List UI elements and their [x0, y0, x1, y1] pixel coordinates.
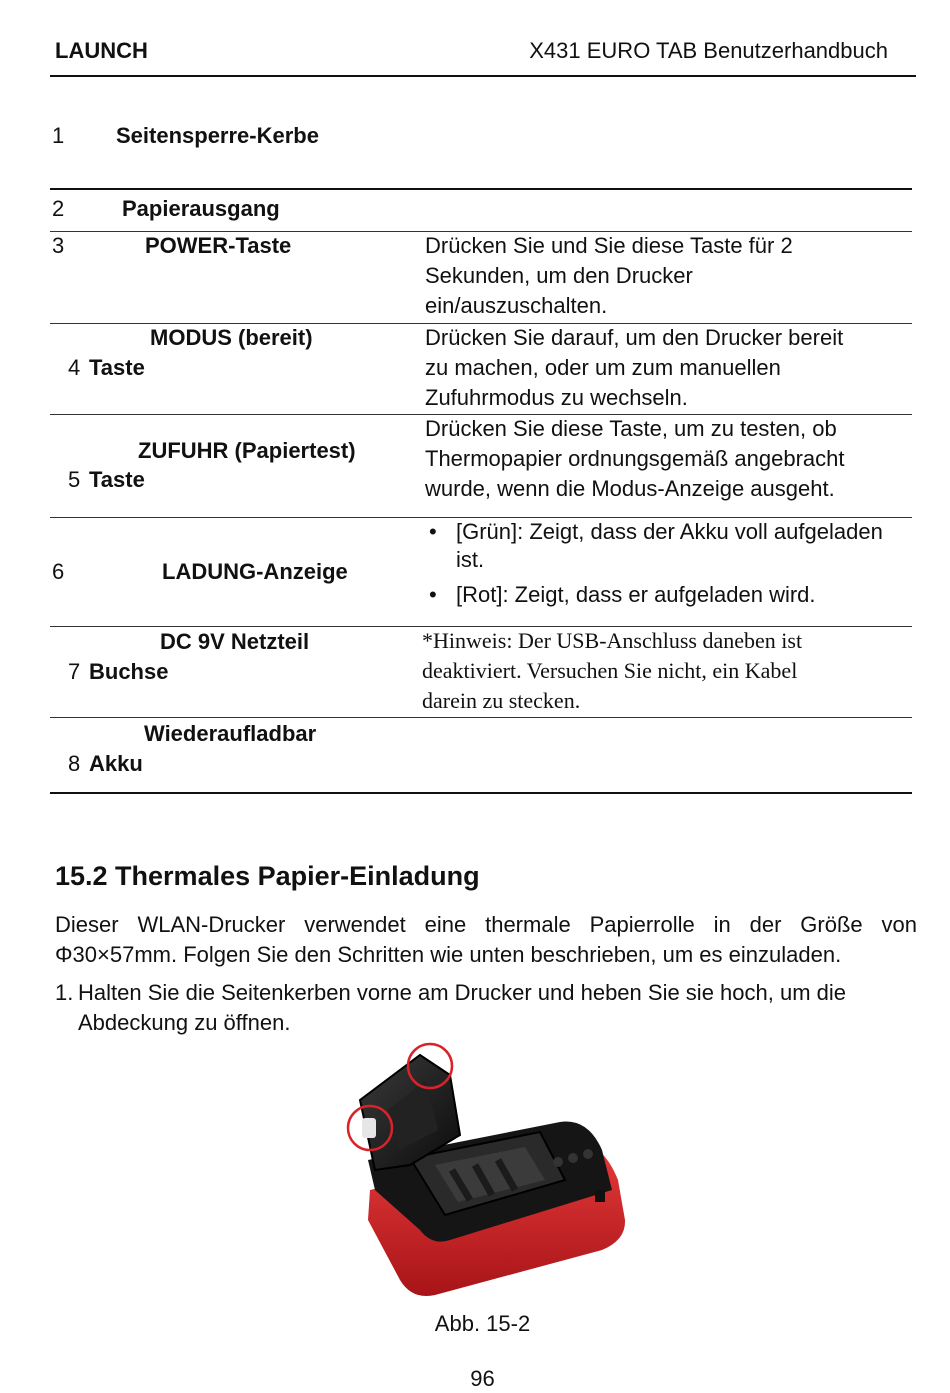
header-manual-title: X431 EURO TAB Benutzerhandbuch — [529, 38, 888, 63]
row-2-number: 2 — [52, 196, 65, 221]
row-4-desc-line: Zufuhrmodus zu wechseln. — [425, 385, 688, 410]
printer-illustration — [340, 1040, 630, 1300]
row-5-desc-line: Thermopapier ordnungsgemäß angebracht — [425, 446, 845, 471]
row-3-number: 3 — [52, 233, 65, 258]
row-1-label: Seitensperre-Kerbe — [116, 123, 319, 148]
row-3-description — [425, 231, 905, 321]
row-4-desc-line: zu machen, oder um zum manuellen — [425, 355, 781, 380]
row-5-description — [425, 414, 905, 504]
intro-line: Φ30×57mm. Folgen Sie den Schritten wie unten beschrieben, um es einzuladen. — [55, 942, 842, 967]
row-8-label-line1: Wiederaufladbar — [144, 721, 317, 746]
row-7-note-line: deaktiviert. Versuchen Sie nicht, ein Kabel — [422, 658, 798, 683]
row-3-desc-line: Drücken Sie und Sie diese Taste für 2 — [425, 233, 793, 258]
step-line: Abdeckung zu öffnen. — [78, 1010, 291, 1035]
row-6-number: 6 — [52, 559, 65, 584]
row-7-note — [422, 626, 902, 716]
step-number: 1. — [55, 980, 74, 1005]
row-7-label-line1: DC 9V Netzteil — [160, 629, 310, 654]
intro-line: Dieser WLAN-Drucker verwendet eine thermale Papierrolle in der Größe von — [55, 912, 917, 937]
button-dot — [553, 1157, 563, 1167]
bullet-green-status: • [Grün]: Zeigt, dass der Akku voll aufgeladen ist. — [425, 518, 905, 574]
row-4-label-line2: Taste — [89, 355, 145, 380]
section-intro — [55, 910, 917, 970]
row-4-description — [425, 323, 905, 413]
row-5-label-line2: Taste — [89, 467, 145, 492]
row-7-number: 7 — [68, 659, 81, 684]
table-top-rule — [50, 188, 912, 190]
row-divider — [50, 717, 912, 718]
section-heading: 15.2 Thermales Papier-Einladung — [55, 861, 480, 891]
row-7-label-line2: Buchse — [89, 659, 169, 684]
row-7-note-line: darein zu stecken. — [422, 688, 581, 713]
row-4-desc-line: Drücken Sie darauf, um den Drucker bereit — [425, 325, 844, 350]
table-bottom-rule — [50, 792, 912, 794]
row-3-label: POWER-Taste — [145, 233, 292, 258]
button-dot — [583, 1149, 593, 1159]
button-dot — [568, 1153, 578, 1163]
row-5-desc-line: Drücken Sie diese Taste, um zu testen, ob — [425, 416, 837, 441]
row-7-note-line: *Hinweis: Der USB-Anschluss daneben ist — [422, 628, 803, 653]
row-2-label: Papierausgang — [122, 196, 280, 221]
row-3-desc-line: Sekunden, um den Drucker — [425, 263, 693, 288]
row-5-label-line1: ZUFUHR (Papiertest) — [138, 438, 356, 463]
row-8-number: 8 — [68, 751, 81, 776]
header-brand: LAUNCH — [55, 38, 148, 63]
row-4-number: 4 — [68, 355, 81, 380]
row-5-desc-line: wurde, wenn die Modus-Anzeige ausgeht. — [425, 476, 835, 501]
header-rule — [50, 75, 916, 77]
row-6-label: LADUNG-Anzeige — [162, 559, 348, 584]
page-number: 96 — [470, 1366, 495, 1391]
step-line: Halten Sie die Seitenkerben vorne am Drucker und heben Sie sie hoch, um die — [78, 980, 847, 1005]
row-1-number: 1 — [52, 123, 65, 148]
bullet-red-status: • [Rot]: Zeigt, dass er aufgeladen wird. — [425, 581, 905, 609]
row-4-label-line1: MODUS (bereit) — [150, 325, 313, 350]
row-8-label-line2: Akku — [89, 751, 143, 776]
row-6-bullet-list — [425, 518, 905, 616]
row-3-desc-line: ein/auszuschalten. — [425, 293, 608, 318]
printer-figure — [340, 1040, 630, 1300]
figure-caption: Abb. 15-2 — [434, 1311, 531, 1336]
row-5-number: 5 — [68, 467, 81, 492]
step-1 — [55, 978, 917, 1038]
